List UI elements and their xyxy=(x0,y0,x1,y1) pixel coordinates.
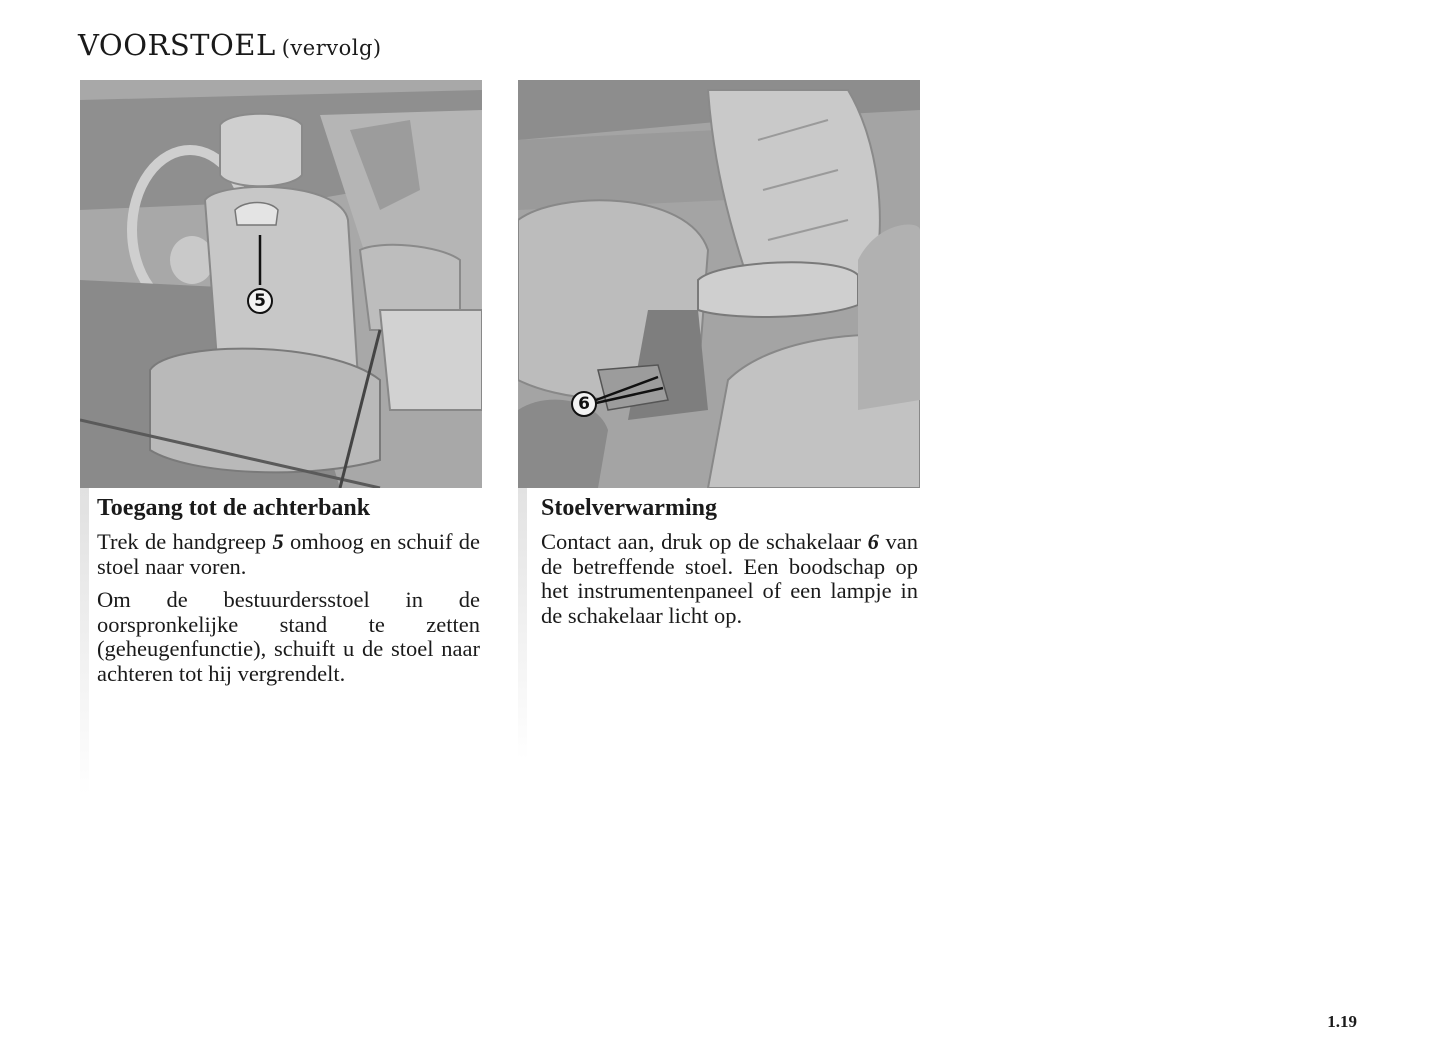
text-run: omhoog en schuif de stoel naar voren. xyxy=(97,529,481,579)
callout-5: 5 xyxy=(247,288,273,314)
paragraph: Om de bestuurdersstoel in de oorspronkelijke stand te zetten (geheugenfunctie), schuift u de stoel naar achteren tot hij vergrendelt. xyxy=(97,587,480,686)
text-run: Trek de handgreep xyxy=(97,529,273,554)
photo-seat-heating xyxy=(518,80,920,488)
callout-6: 6 xyxy=(571,391,597,417)
reference-number: 5 xyxy=(272,529,284,554)
section-body-seat-heating xyxy=(541,530,918,637)
photo-front-seat xyxy=(80,80,482,488)
page-subtitle: (vervolg) xyxy=(281,36,382,60)
section-title-seat-heating: Stoelverwarming xyxy=(541,495,717,521)
section-body-rear-access xyxy=(97,530,480,695)
paragraph xyxy=(97,530,480,579)
page-title: VOORSTOEL xyxy=(78,28,276,62)
text-run: van de betreffende stoel. Een boodschap op het instrumentenpaneel of een lampje in de schakelaar licht op. xyxy=(541,529,918,628)
reference-number: 6 xyxy=(867,529,879,554)
section-title-rear-access: Toegang tot de achterbank xyxy=(97,495,371,521)
page-number: 1.19 xyxy=(1327,1012,1357,1031)
text-run: Contact aan, druk op de schakelaar xyxy=(541,529,868,554)
page-header xyxy=(78,28,382,62)
paragraph xyxy=(541,530,918,628)
